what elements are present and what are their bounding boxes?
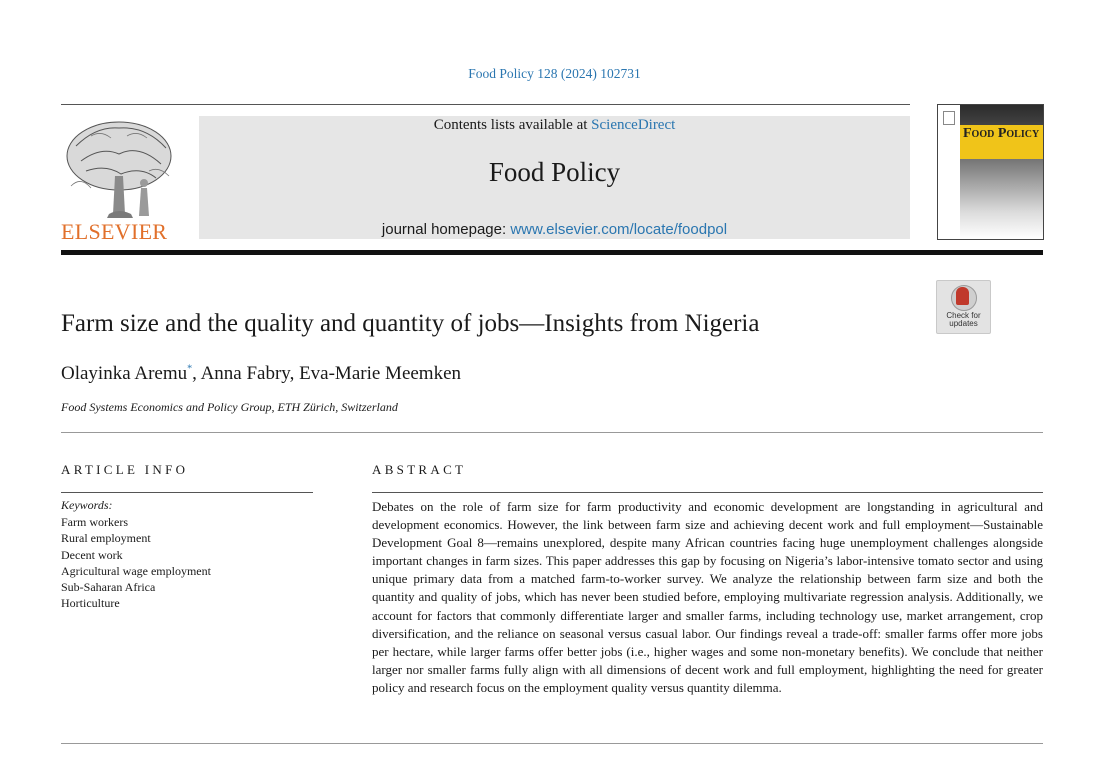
- bookmark-icon: [956, 287, 969, 305]
- keyword-item: Rural employment: [61, 531, 151, 546]
- section-rule: [61, 432, 1043, 433]
- journal-title: Food Policy: [488, 157, 621, 187]
- abstract-heading: ABSTRACT: [372, 462, 467, 477]
- bottom-rule: [61, 743, 1043, 744]
- homepage-prefix: journal homepage:: [381, 221, 511, 238]
- keywords-label: Keywords:: [61, 498, 113, 512]
- journal-citation-link[interactable]: Food Policy 128 (2024) 102731: [468, 66, 641, 81]
- author-name[interactable]: Olayinka Aremu: [61, 363, 188, 384]
- keyword-item: Sub-Saharan Africa: [61, 580, 156, 595]
- journal-homepage: [199, 221, 910, 238]
- homepage-link[interactable]: www.elsevier.com/locate/foodpol: [510, 221, 728, 238]
- cover-publisher-mark-icon: [943, 111, 955, 125]
- article-info-rule: [61, 492, 313, 493]
- contents-availability: [199, 117, 910, 134]
- abstract-rule: [372, 492, 1043, 493]
- author-name[interactable]: Anna Fabry: [200, 363, 290, 384]
- author-list: Olayinka Aremu*, Anna Fabry, Eva-Marie Meemken: [61, 363, 462, 384]
- article-info-heading: ARTICLE INFO: [61, 462, 189, 477]
- abstract-text: Debates on the role of farm size for farm productivity and economic development are longstanding in agricultural and development economics. However, the link between farm size and achieving decent work and full employment—Sustainable Development Goal 8—remains unexplored, despite many African countries facing huge unemployment challenges alongside important changes in farm sizes. This paper addresses this gap by focusing on Nigeria’s labor-intensive tomato sector and using unique primary data from a matched farm-to-worker survey. We analyze the relationship between farm size and both the quantity and quality of jobs, which has never been studied before, employing multivariate regression analysis. Additionally, we account for factors that commonly differentiate larger and smaller farms, including technology use, market arrangement, crop diversification, and the reliance on seasonal versus casual labor. Our findings reveal a trade-off: smaller farms offer more jobs per hectare, while larger farms offer better jobs (i.e., higher wages and some non-monetary benefits). We conclude that neither larger nor smaller farms fully align with all dimensions of decent work and full employment, highlighting the need for greater policy and research focus on the employment quality versus quantity dilemma.: [372, 499, 1043, 695]
- check-updates-label: Check for updates: [946, 311, 981, 328]
- cover-title: Food Policy: [963, 126, 1040, 141]
- keyword-item: Agricultural wage employment: [61, 563, 211, 578]
- keywords-list: [61, 514, 211, 612]
- elsevier-wordmark: ELSEVIER: [61, 219, 168, 244]
- journal-cover[interactable]: [937, 104, 1044, 240]
- header-rule: [61, 104, 910, 105]
- article-title: Farm size and the quality and quantity of jobs—Insights from Nigeria: [61, 310, 760, 337]
- header-thick-rule: [61, 250, 1043, 255]
- contents-prefix: Contents lists available at: [433, 117, 592, 133]
- author-name[interactable]: Eva-Marie Meemken: [299, 363, 462, 384]
- keyword-item: Horticulture: [61, 596, 120, 611]
- sciencedirect-link[interactable]: ScienceDirect: [591, 117, 676, 133]
- corresponding-author-mark[interactable]: *: [187, 363, 193, 375]
- keyword-item: Decent work: [61, 547, 123, 562]
- keyword-item: Farm workers: [61, 515, 128, 529]
- author-affiliation: Food Systems Economics and Policy Group, ETH Zürich, Switzerland: [61, 400, 398, 414]
- check-for-updates-button[interactable]: [936, 280, 991, 334]
